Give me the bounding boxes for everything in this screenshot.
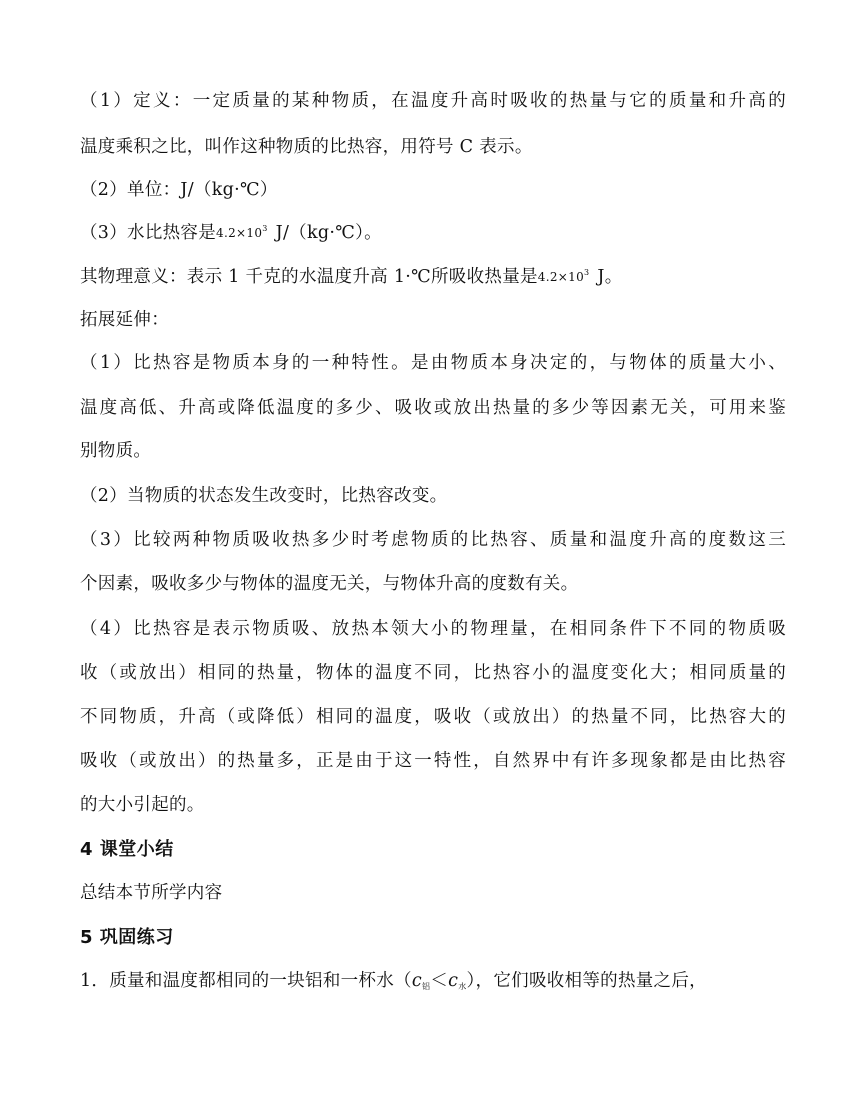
extension-label: 拓展延伸： [80,310,169,330]
exercise-1-symbol-water: c [448,971,459,991]
physical-meaning-line [80,264,786,293]
water-capacity-prefix: （3）水比热容是 [80,223,217,243]
section-heading-summary: 4 课堂小结 [80,839,174,860]
water-capacity-exponent: 3 [262,224,268,233]
water-capacity-line [80,220,786,249]
point-4-line-4: 吸收（或放出）的热量多，正是由于这一特性，自然界中有许多现象都是由比热容 [80,751,786,771]
point-4-line-2: 收（或放出）相同的热量，物体的温度不同，比热容小的温度变化大；相同质量的 [80,663,786,683]
point-1-line-3: 别物质。 [80,441,152,461]
point-1-line-1: （1）比热容是物质本身的一种特性。是由物质本身决定的，与物体的质量大小、 [80,353,786,373]
exercise-1-subscript-water: 水 [458,982,467,991]
definition-line-1: （1）定义：一定质量的某种物质，在温度升高时吸收的热量与它的质量和升高的 [80,91,786,111]
unit-line: （2）单位：J/（kg·℃） [80,180,278,200]
water-capacity-number: 4.2×10 [216,226,263,240]
exercise-1-symbol-aluminum: c [411,971,422,991]
point-1-line-2: 温度高低、升高或降低温度的多少、吸收或放出热量的多少等因素无关，可用来鉴 [80,398,786,418]
exercise-1-line [80,968,786,997]
summary-text: 总结本节所学内容 [80,883,223,903]
physical-meaning-prefix: 其物理意义：表示 1 千克的水温度升高 1·℃所吸收热量是 [80,267,538,287]
water-capacity-unit: J/（kg·℃）。 [275,223,382,243]
point-4-line-3: 不同物质，升高（或降低）相同的温度，吸收（或放出）的热量不同，比热容大的 [80,707,786,727]
physical-meaning-number: 4.2×10 [537,270,585,284]
physical-meaning-exponent: 3 [584,268,590,277]
exercise-1-suffix: ），它们吸收相等的热量之后， [466,971,707,991]
point-3-line-1: （3）比较两种物质吸收热多少时考虑物质的比热容、质量和温度升高的度数这三 [80,530,786,550]
exercise-1-less-than: ＜ [430,971,449,991]
physical-meaning-unit: J。 [597,267,623,287]
point-4-line-1: （4）比热容是表示物质吸、放热本领大小的物理量，在相同条件下不同的物质吸 [80,619,786,639]
point-3-line-2: 个因素，吸收多少与物体的温度无关，与物体升高的度数有关。 [80,574,579,594]
exercise-1-subscript-aluminum: 铝 [421,982,431,991]
point-4-line-5: 的大小引起的。 [80,795,205,815]
exercise-1-prefix: 1．质量和温度都相同的一块铝和一杯水（ [80,971,412,991]
section-heading-practice: 5 巩固练习 [80,927,174,948]
point-2-line: （2）当物质的状态发生改变时，比热容改变。 [80,486,448,506]
definition-line-2: 温度乘积之比，叫作这种物质的比热容，用符号 C 表示。 [80,137,533,157]
